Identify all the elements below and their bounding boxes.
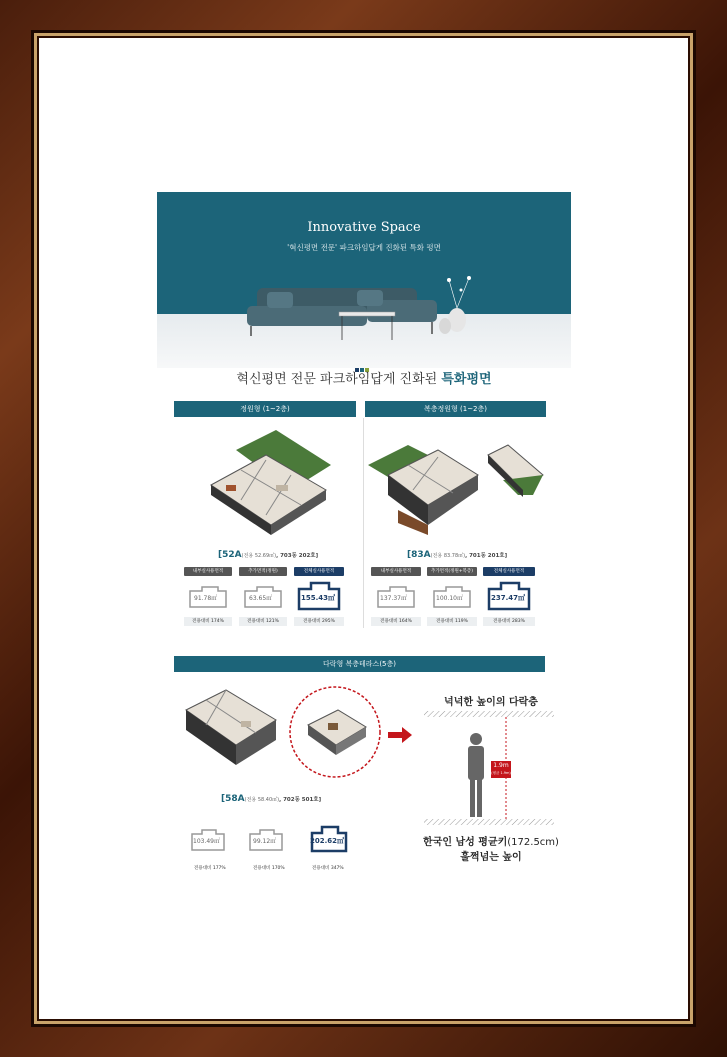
section-bar-terrace: 다락형 복층테라스(5층)	[174, 656, 545, 672]
plan-outline-interior: 91.78㎡	[186, 585, 230, 611]
sofa-illustration	[247, 270, 477, 348]
caption-83a: [83A(전용 83.78㎡), 701동 201호]	[407, 550, 508, 560]
ratio-interior: 전용대비 164%	[371, 617, 421, 626]
person-silhouette-icon	[468, 733, 484, 817]
caption-58a: [58A(전용 58.40㎡), 702동 501호]	[221, 794, 322, 804]
height-comparison-text: 한국인 남성 평균키(172.5cm) 훌쩍넘는 높이	[423, 837, 559, 863]
caption-52a: [52A(전용 52.69㎡), 703동 202호]	[218, 550, 319, 560]
floorplan-terrace-3d	[181, 685, 281, 775]
height-diagram	[424, 709, 554, 829]
section-bar-duplex: 복층정원형 (1~2층)	[365, 401, 546, 417]
ratio-total: 전용대비 283%	[483, 617, 535, 626]
banner-title: Innovative Space	[307, 220, 421, 235]
banner-subtitle: '혁신평면 전문' 파크하임답게 진화된 특화 평면	[287, 243, 441, 252]
label-added-area: 추가면적(정원)	[239, 567, 287, 576]
ratio-interior: 전용대비 174%	[184, 617, 232, 626]
plan-outline-added: 99.12㎡	[246, 828, 286, 854]
plan-outline-added: 63.65㎡	[241, 585, 285, 611]
label-added-area: 추가면적(정원+복층)	[427, 567, 477, 576]
floorplan-garden-3d	[206, 430, 336, 540]
height-badge: 1.9m (평균 1.9m)	[491, 761, 511, 778]
floorplan-duplex-3d	[368, 435, 548, 535]
label-total-area: 전체실사용면적	[294, 567, 344, 576]
attic-zoom-circle	[288, 685, 382, 779]
label-interior-area: 내부실사용면적	[184, 567, 232, 576]
ratio-added: 전용대비 121%	[239, 617, 287, 626]
plan-outline-total: 202.62㎡	[308, 825, 350, 855]
label-total-area: 전체실사용면적	[483, 567, 535, 576]
label-interior-area: 내부실사용면적	[371, 567, 421, 576]
attic-height-title: 넉넉한 높이의 다락층	[444, 697, 538, 708]
plan-outline-total: 155.43㎡	[295, 581, 343, 613]
right-arrow-icon	[388, 727, 412, 743]
section-bar-garden: 정원형 (1~2층)	[174, 401, 356, 417]
ratio-total: 전용대비 295%	[294, 617, 344, 626]
page-title: 혁신평면 전문 파크하임답게 진화된 특화평면	[236, 372, 492, 387]
plan-outline-total: 237.47㎡	[485, 581, 533, 613]
plan-outline-interior: 137.37㎡	[374, 585, 418, 611]
poster	[46, 45, 681, 1009]
column-divider	[363, 418, 364, 628]
ratio-total: 전용대비 347%	[312, 866, 344, 871]
hero-banner	[157, 192, 571, 368]
plan-outline-interior: 103.49㎡	[188, 828, 228, 854]
ratio-interior: 전용대비 177%	[194, 866, 226, 871]
ratio-added: 전용대비 119%	[427, 617, 477, 626]
plan-outline-added: 100.10㎡	[430, 585, 474, 611]
ratio-added: 전용대비 170%	[253, 866, 285, 871]
